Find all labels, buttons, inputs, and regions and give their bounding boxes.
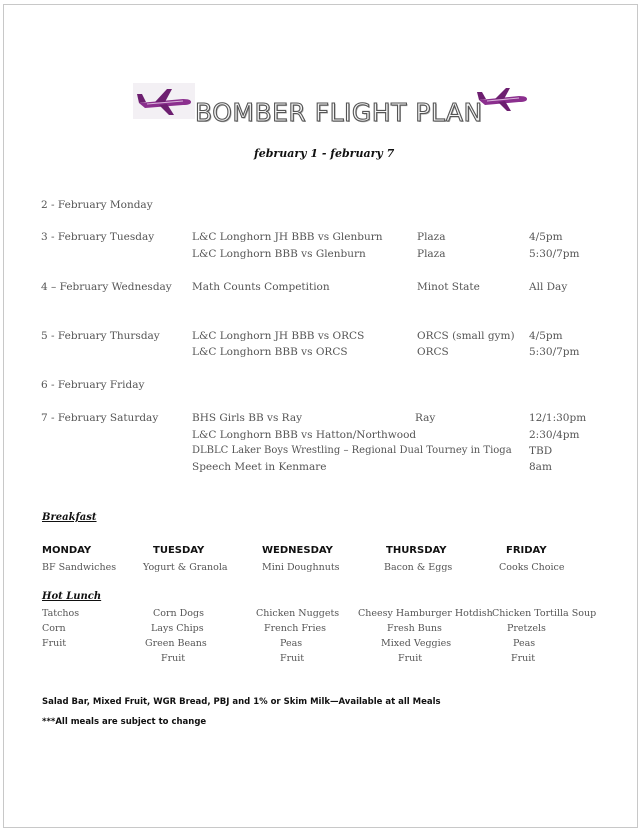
page-title: BOMBER FLIGHT PLAN: [195, 98, 483, 127]
hot-lunch-heading: Hot Lunch: [42, 591, 102, 602]
schedule-event: L&C Longhorn JH BBB vs Glenburn: [192, 231, 383, 243]
schedule-location: Plaza: [417, 248, 446, 260]
menu-day-tuesday: TUESDAY: [153, 545, 205, 556]
date-range-subtitle: february 1 - february 7: [254, 147, 395, 160]
left-plane-icon: [133, 83, 195, 119]
breakfast-item: Cooks Choice: [499, 562, 565, 573]
lunch-item: Fruit: [511, 653, 536, 664]
schedule-day-label: 3 - February Tuesday: [41, 231, 155, 243]
lunch-item: Corn: [42, 623, 66, 634]
lunch-item: Peas: [513, 638, 536, 649]
lunch-item: Pretzels: [507, 623, 546, 634]
schedule-day-label: 4 – February Wednesday: [41, 281, 172, 293]
lunch-item: Peas: [280, 638, 303, 649]
lunch-item: Fruit: [398, 653, 423, 664]
breakfast-item: Bacon & Eggs: [384, 562, 453, 573]
schedule-location: Plaza: [417, 231, 446, 243]
schedule-event: L&C Longhorn BBB vs Glenburn: [192, 248, 366, 260]
lunch-item: French Fries: [264, 623, 327, 634]
schedule-day-label: 2 - February Monday: [41, 199, 153, 211]
schedule-time: 8am: [529, 461, 552, 473]
lunch-item: Chicken Nuggets: [256, 608, 340, 619]
schedule-event: L&C Longhorn BBB vs ORCS: [192, 346, 348, 358]
lunch-item: Lays Chips: [151, 623, 204, 634]
schedule-time: 4/5pm: [529, 231, 563, 243]
schedule-location: Ray: [415, 412, 436, 424]
menu-day-wednesday: WEDNESDAY: [262, 545, 333, 556]
menu-disclaimer: ***All meals are subject to change: [42, 717, 207, 727]
lunch-item: Corn Dogs: [153, 608, 204, 619]
schedule-day-label: 5 - February Thursday: [41, 330, 160, 342]
lunch-item: Chicken Tortilla Soup: [492, 608, 597, 619]
schedule-event: L&C Longhorn BBB vs Hatton/Northwood: [192, 429, 417, 441]
schedule-event: Speech Meet in Kenmare: [192, 461, 327, 473]
schedule-location: ORCS: [417, 346, 449, 358]
right-plane-icon: [475, 84, 531, 114]
lunch-item: Fruit: [42, 638, 67, 649]
lunch-item: Tatchos: [42, 608, 80, 619]
lunch-item: Cheesy Hamburger Hotdish: [358, 608, 493, 619]
schedule-time: 5:30/7pm: [529, 248, 580, 260]
lunch-item: Green Beans: [145, 638, 207, 649]
lunch-item: Fruit: [280, 653, 305, 664]
salad-bar-note: Salad Bar, Mixed Fruit, WGR Bread, PBJ and 1% or Skim Milk—Available at all Meals: [42, 697, 441, 707]
lunch-item: Fruit: [161, 653, 186, 664]
schedule-time: 5:30/7pm: [529, 346, 580, 358]
schedule-location: Minot State: [417, 281, 480, 293]
schedule-time: TBD: [529, 445, 553, 457]
menu-day-monday: MONDAY: [42, 545, 92, 556]
schedule-event: Math Counts Competition: [192, 281, 330, 293]
menu-day-thursday: THURSDAY: [386, 545, 447, 556]
schedule-event: L&C Longhorn JH BBB vs ORCS: [192, 330, 365, 342]
breakfast-item: Mini Doughnuts: [262, 562, 340, 573]
schedule-day-label: 7 - February Saturday: [41, 412, 159, 424]
schedule-time: All Day: [529, 281, 568, 293]
schedule-time: 12/1:30pm: [529, 412, 587, 424]
breakfast-heading: Breakfast: [42, 512, 97, 523]
schedule-location: ORCS (small gym): [417, 330, 515, 342]
schedule-time: 2:30/4pm: [529, 429, 580, 441]
schedule-event: BHS Girls BB vs Ray: [192, 412, 303, 424]
lunch-item: Fresh Buns: [387, 623, 442, 634]
schedule-event: DLBLC Laker Boys Wrestling – Regional Dual Tourney in Tioga: [192, 445, 512, 456]
schedule-time: 4/5pm: [529, 330, 563, 342]
schedule-day-label: 6 - February Friday: [41, 379, 145, 391]
breakfast-item: Yogurt & Granola: [143, 562, 228, 573]
menu-day-friday: FRIDAY: [506, 545, 547, 556]
breakfast-item: BF Sandwiches: [42, 562, 117, 573]
lunch-item: Mixed Veggies: [381, 638, 452, 649]
